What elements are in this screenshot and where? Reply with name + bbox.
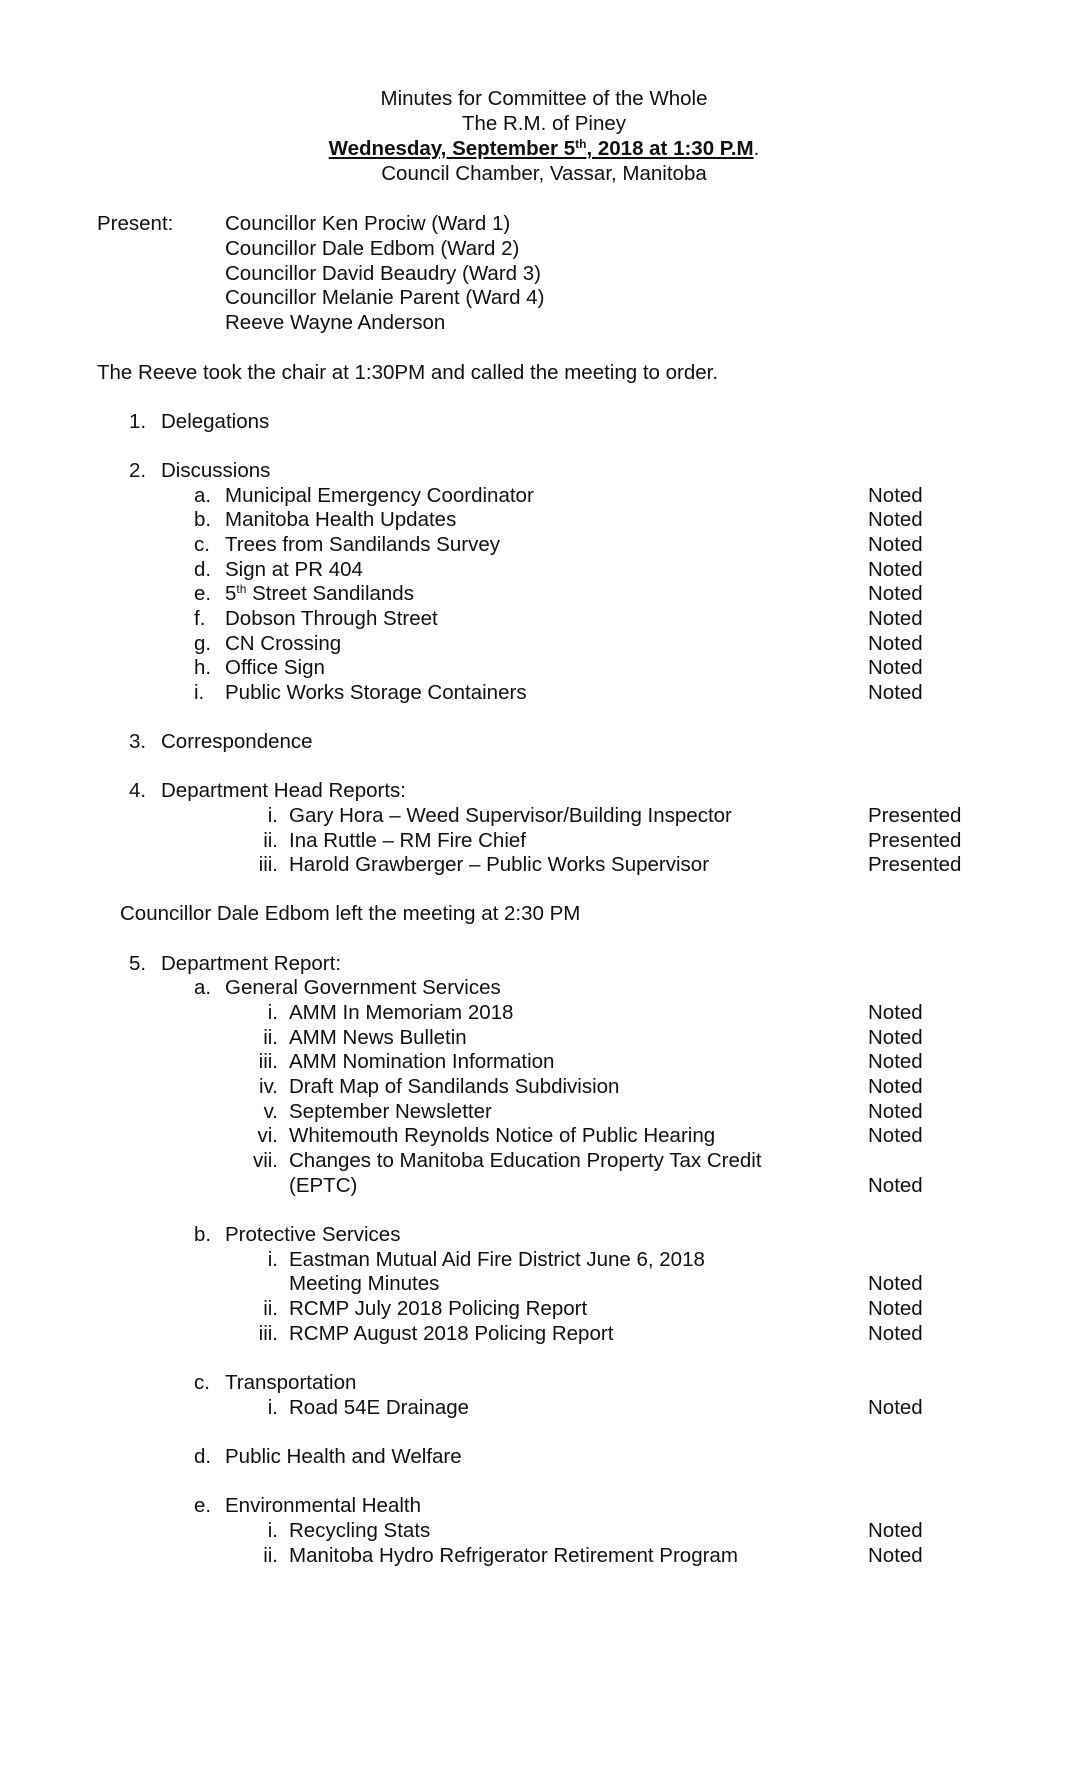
section-number: 2.: [129, 459, 147, 482]
item-status: Noted: [868, 533, 923, 556]
item-text: Trees from Sandilands Survey: [225, 533, 500, 556]
item-marker: iii.: [258, 1322, 278, 1345]
item-marker: v.: [263, 1100, 278, 1123]
present-member: Reeve Wayne Anderson: [225, 311, 446, 334]
item-marker: iii.: [258, 853, 278, 876]
item-status: Noted: [868, 1001, 923, 1024]
item-marker: ii.: [263, 829, 278, 852]
item-marker: g.: [194, 632, 212, 655]
item-marker: f.: [194, 607, 206, 630]
item-text: 5th Street Sandilands: [225, 582, 414, 605]
item-text: Recycling Stats: [289, 1519, 431, 1542]
section-title: Department Report:: [161, 952, 342, 975]
item-marker: d.: [194, 558, 212, 581]
item-status: Noted: [868, 607, 923, 630]
item-marker: ii.: [263, 1297, 278, 1320]
item-text: Manitoba Hydro Refrigerator Retirement Program: [289, 1544, 738, 1567]
subsection-marker: b.: [194, 1223, 212, 1246]
item-text: Gary Hora – Weed Supervisor/Building Inspector: [289, 804, 732, 827]
present-member: Councillor Ken Prociw (Ward 1): [225, 212, 511, 235]
subsection-title: Transportation: [225, 1371, 357, 1394]
item-text: AMM In Memoriam 2018: [289, 1001, 514, 1024]
item-status: Noted: [868, 1026, 923, 1049]
section-number: 3.: [129, 730, 147, 753]
item-text: Public Works Storage Containers: [225, 681, 527, 704]
item-text: Whitemouth Reynolds Notice of Public Hearing: [289, 1124, 716, 1147]
meeting-location: Council Chamber, Vassar, Manitoba: [381, 162, 707, 185]
item-text-continued: Meeting Minutes: [289, 1272, 440, 1295]
item-marker: vii.: [252, 1149, 278, 1172]
item-marker: c.: [194, 533, 210, 556]
item-status: Presented: [868, 804, 962, 827]
call-to-order: The Reeve took the chair at 1:30PM and called the meeting to order.: [97, 361, 719, 384]
present-member: Councillor Melanie Parent (Ward 4): [225, 286, 545, 309]
item-text: AMM Nomination Information: [289, 1050, 555, 1073]
item-marker: i.: [267, 1396, 278, 1419]
section-title: Discussions: [161, 459, 271, 482]
item-status: Noted: [868, 1050, 923, 1073]
item-text: Changes to Manitoba Education Property Tax Credit: [289, 1149, 762, 1172]
document-title: Minutes for Committee of the Whole: [380, 87, 708, 110]
item-text: Manitoba Health Updates: [225, 508, 457, 531]
item-marker: b.: [194, 508, 212, 531]
present-member: Councillor Dale Edbom (Ward 2): [225, 237, 520, 260]
subsection-title: Environmental Health: [225, 1494, 421, 1517]
present-member: Councillor David Beaudry (Ward 3): [225, 262, 541, 285]
item-text: Draft Map of Sandilands Subdivision: [289, 1075, 620, 1098]
organization-name: The R.M. of Piney: [461, 112, 627, 135]
item-text: Sign at PR 404: [225, 558, 363, 581]
item-marker: i.: [267, 1248, 278, 1271]
item-status: Noted: [868, 1396, 923, 1419]
item-text: RCMP July 2018 Policing Report: [289, 1297, 588, 1320]
item-marker: i.: [194, 681, 205, 704]
item-marker: i.: [267, 1001, 278, 1024]
subsection-marker: d.: [194, 1445, 212, 1468]
item-status: Noted: [868, 1100, 923, 1123]
item-marker: i.: [267, 1519, 278, 1542]
item-text: Dobson Through Street: [225, 607, 438, 630]
subsection-marker: e.: [194, 1494, 212, 1517]
item-text: September Newsletter: [289, 1100, 492, 1123]
section-title: Correspondence: [161, 730, 313, 753]
item-text: Road 54E Drainage: [289, 1396, 470, 1419]
item-status: Presented: [868, 853, 962, 876]
item-status: Noted: [868, 582, 923, 605]
subsection-title: Protective Services: [225, 1223, 401, 1246]
subsection-marker: a.: [194, 976, 212, 999]
item-marker: ii.: [263, 1026, 278, 1049]
item-status: Noted: [868, 484, 923, 507]
item-text: Ina Ruttle – RM Fire Chief: [289, 829, 526, 852]
item-status: Noted: [868, 1272, 923, 1295]
item-text: AMM News Bulletin: [289, 1026, 467, 1049]
item-marker: e.: [194, 582, 212, 605]
item-status: Noted: [868, 632, 923, 655]
item-status: Noted: [868, 1174, 923, 1197]
item-text: RCMP August 2018 Policing Report: [289, 1322, 614, 1345]
item-text: Harold Grawberger – Public Works Supervisor: [289, 853, 710, 876]
item-marker: a.: [194, 484, 212, 507]
item-marker: i.: [267, 804, 278, 827]
subsection-marker: c.: [194, 1371, 210, 1394]
item-status: Noted: [868, 1124, 923, 1147]
section-number: 5.: [129, 952, 147, 975]
item-text: Office Sign: [225, 656, 325, 679]
item-marker: iii.: [258, 1050, 278, 1073]
subsection-title: Public Health and Welfare: [225, 1445, 462, 1468]
subsection-title: General Government Services: [225, 976, 501, 999]
item-status: Noted: [868, 681, 923, 704]
item-status: Noted: [868, 508, 923, 531]
item-text-continued: (EPTC): [289, 1174, 358, 1197]
item-status: Noted: [868, 1519, 923, 1542]
item-status: Noted: [868, 1075, 923, 1098]
item-status: Noted: [868, 558, 923, 581]
attendance-note: Councillor Dale Edbom left the meeting at 2:30 PM: [120, 902, 581, 925]
item-marker: vi.: [257, 1124, 278, 1147]
section-number: 1.: [129, 410, 147, 433]
item-status: Noted: [868, 656, 923, 679]
item-status: Noted: [868, 1297, 923, 1320]
item-text: CN Crossing: [225, 632, 342, 655]
section-title: Department Head Reports:: [161, 779, 406, 802]
section-number: 4.: [129, 779, 147, 802]
item-marker: iv.: [259, 1075, 278, 1098]
present-label: Present:: [97, 212, 174, 235]
item-status: Presented: [868, 829, 962, 852]
meeting-date: Wednesday, September 5th, 2018 at 1:30 P.M.: [328, 137, 760, 160]
item-status: Noted: [868, 1322, 923, 1345]
item-status: Noted: [868, 1544, 923, 1567]
item-text: Eastman Mutual Aid Fire District June 6, 2018: [289, 1248, 705, 1271]
item-text: Municipal Emergency Coordinator: [225, 484, 534, 507]
section-title: Delegations: [161, 410, 270, 433]
item-marker: ii.: [263, 1544, 278, 1567]
item-marker: h.: [194, 656, 212, 679]
